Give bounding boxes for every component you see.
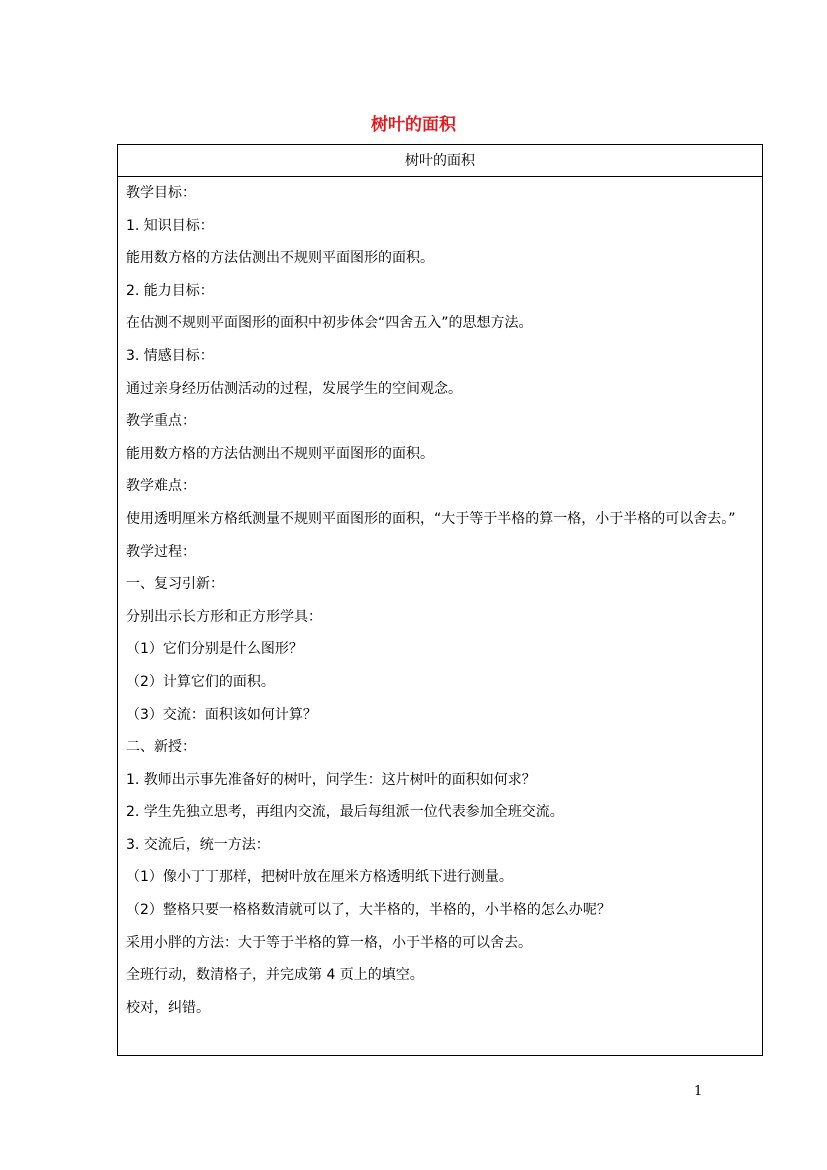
content-line: 采用小胖的方法：大于等于半格的算一格，小于半格的可以舍去。 xyxy=(126,934,532,951)
content-line: 2. 学生先独立思考，再组内交流，最后每组派一位代表参加全班交流。 xyxy=(126,804,564,821)
content-line: 分别出示长方形和正方形学具： xyxy=(126,608,322,625)
content-line: 教学过程： xyxy=(126,543,196,560)
content-line: （1）像小丁丁那样，把树叶放在厘米方格透明纸下进行测量。 xyxy=(126,869,513,886)
page-number: 1 xyxy=(694,1084,703,1099)
content-line: 2. 能力目标： xyxy=(126,282,214,299)
content-line: （3）交流：面积该如何计算？ xyxy=(126,706,317,723)
content-line: （2）整格只要一格格数清就可以了，大半格的，半格的，小半格的怎么办呢？ xyxy=(126,902,611,919)
content-line: （1）它们分别是什么图形？ xyxy=(126,641,303,658)
content-line: 使用透明厘米方格纸测量不规则平面图形的面积，“大于等于半格的算一格，小于半格的可以舍去。” xyxy=(126,510,736,527)
table-header: 树叶的面积 xyxy=(118,145,762,177)
content-line: 能用数方格的方法估测出不规则平面图形的面积。 xyxy=(126,445,434,462)
content-line: 校对，纠错。 xyxy=(126,999,210,1016)
content-line: 1. 知识目标： xyxy=(126,217,214,234)
content-line: 在估测不规则平面图形的面积中初步体会“四舍五入”的思想方法。 xyxy=(126,315,533,332)
content-line: 1. 教师出示事先准备好的树叶，问学生：这片树叶的面积如何求？ xyxy=(126,771,536,788)
content-line: 教学重点： xyxy=(126,413,196,430)
content-line: 二、新授： xyxy=(126,739,196,756)
content-line: 教学目标： xyxy=(126,185,196,201)
document-title: 树叶的面积 xyxy=(371,115,456,135)
lesson-content xyxy=(118,177,762,1024)
content-line: 全班行动，数清格子，并完成第 4 页上的填空。 xyxy=(126,967,424,984)
lesson-plan-table xyxy=(117,144,763,1056)
content-line: 教学难点： xyxy=(126,478,196,495)
content-line: 3. 情感目标： xyxy=(126,347,214,364)
content-line: 一、复习引新： xyxy=(126,576,224,593)
content-line: （2）计算它们的面积。 xyxy=(126,673,275,690)
content-line: 通过亲身经历估测活动的过程，发展学生的空间观念。 xyxy=(126,380,462,397)
content-line: 能用数方格的方法估测出不规则平面图形的面积。 xyxy=(126,250,434,267)
content-line: 3. 交流后，统一方法： xyxy=(126,836,270,853)
